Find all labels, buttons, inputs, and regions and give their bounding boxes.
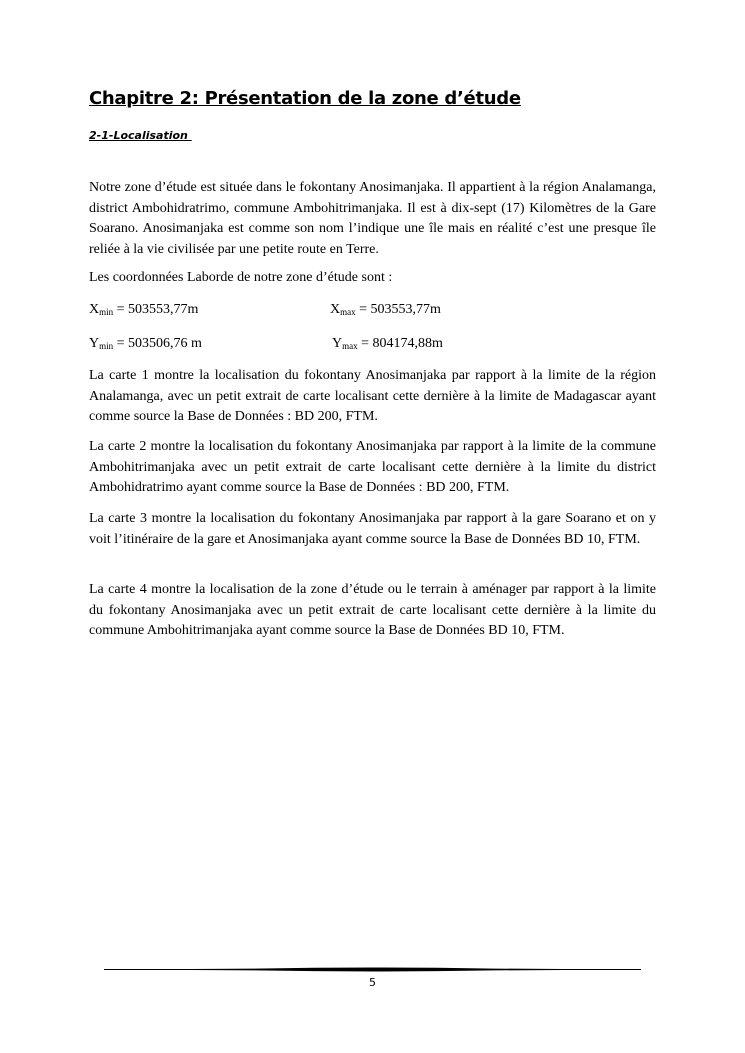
carte4-paragraph: La carte 4 montre la localisation de la zone d’étude ou le terrain à aménager par rapport à la limite du fokontany Anosimanjaka avec un petit extrait de carte localisant cette dernière à la limite du commune Ambohitrimanjaka ayant comme source la Base de Données BD 10, FTM. bbox=[89, 582, 656, 638]
coord-xmax: $X_{max} = 503553,77m$ bbox=[330, 302, 441, 317]
coord-ymin: $Y_{min} = 503506,76$ m bbox=[89, 336, 202, 351]
section-title: 2-1-Localisation bbox=[89, 129, 192, 142]
intro-paragraph: Notre zone d’étude est située dans le fokontany Anosimanjaka. Il appartient à la région Analamanga, district Ambohidratrimo, commune Ambohitrimanjaka. Il est à dix-sept (17) Kilomètres de la Gare Soarano. Anosimanjaka est comme son nom l’indique une île mais en réalité c’est une presque île reliée à la vie civilisée par une petite route en Terre. bbox=[89, 180, 656, 257]
carte1-paragraph: La carte 1 montre la localisation du fokontany Anosimanjaka par rapport à la limite de la région Analamanga, avec un petit extrait de carte localisant cette dernière à la limite de Madagascar ayant comme source la Base de Données : BD 200, FTM. bbox=[89, 368, 656, 424]
coordinates-intro: Les coordonnées Laborde de notre zone d’étude sont : bbox=[89, 270, 393, 285]
carte2-paragraph: La carte 2 montre la localisation du fokontany Anosimanjaka par rapport à la limite de la commune Ambohitrimanjaka avec un petit extrait de carte localisant cette dernière à la limite du district Ambohidratrimo ayant comme source la Base de Données : BD 200, FTM. bbox=[89, 439, 656, 495]
coord-ymax: $Y_{max} = 804174,88m$ bbox=[332, 336, 443, 351]
coord-xmin: $X_{min} = 503553,77m$ bbox=[89, 302, 199, 317]
footer-rule bbox=[104, 966, 641, 973]
page-number: 5 bbox=[369, 976, 376, 989]
carte3-paragraph: La carte 3 montre la localisation du fokontany Anosimanjaka par rapport à la gare Soarano et on y voit l’itinéraire de la gare et Anosimanjaka ayant comme source la Base de Données BD 10, FTM. bbox=[89, 511, 656, 547]
chapter-title: Chapitre 2: Présentation de la zone d’étude bbox=[89, 88, 521, 109]
